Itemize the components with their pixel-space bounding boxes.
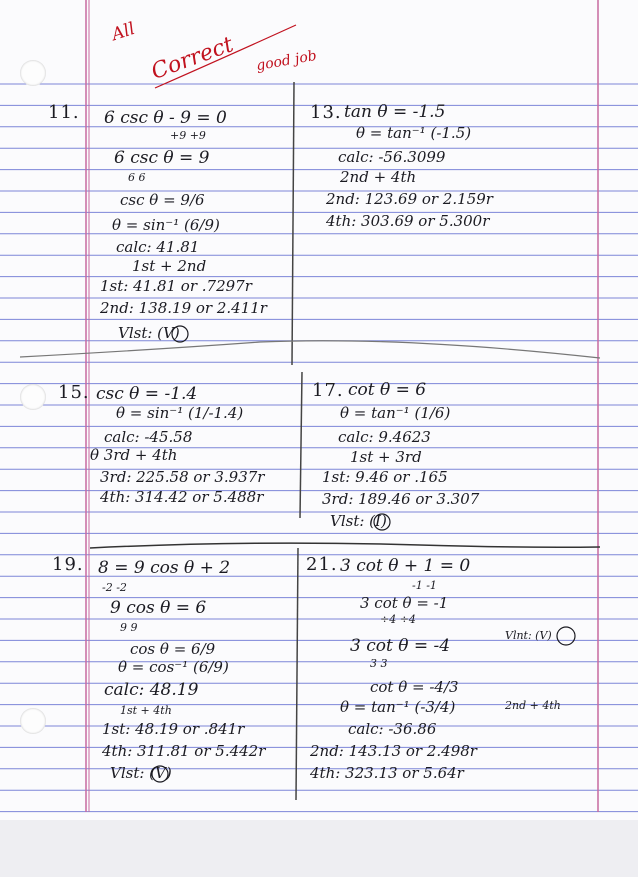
grader-note-correct: Correct [148, 32, 237, 85]
p15-line-4: θ 3rd + 4th [90, 446, 178, 464]
binder-hole-bottom [20, 708, 46, 734]
p13-line-4: 2nd + 4th [340, 168, 417, 186]
problem-number-21: 21. [306, 554, 338, 575]
p21-line-9: calc: -36.86 [348, 720, 437, 738]
p11-line-8: 1st + 2nd [132, 257, 207, 275]
p21-line-3: 3 cot θ = -1 [360, 594, 449, 612]
p19-line-4: 9 9 [120, 621, 138, 634]
p11-line-6: θ = sin⁻¹ (6/9) [112, 216, 220, 234]
grader-note-all: All [109, 18, 138, 46]
p21-side-note-2: 2nd + 4th [505, 699, 561, 712]
p13-line-1: tan θ = -1.5 [344, 102, 446, 122]
p11-line-3: 6 csc θ = 9 [114, 148, 210, 168]
p17-line-7: Vlst: (I) [330, 512, 387, 530]
p11-line-1: 6 csc θ - 9 = 0 [104, 108, 227, 128]
p19-line-7: calc: 48.19 [104, 680, 199, 700]
p21-line-6: 3 3 [370, 657, 388, 670]
p21-line-8: θ = tan⁻¹ (-3/4) [340, 698, 456, 716]
p19-line-3: 9 cos θ = 6 [110, 598, 207, 618]
p15-line-2: θ = sin⁻¹ (1/-1.4) [116, 404, 244, 422]
problem-number-13: 13. [310, 102, 342, 123]
p19-line-6: θ = cos⁻¹ (6/9) [118, 658, 229, 676]
problem-number-15: 15. [58, 382, 90, 403]
problem-number-11: 11. [48, 102, 80, 123]
p19-line-5: cos θ = 6/9 [130, 640, 216, 658]
p21-side-note-1: Vlnt: (V) [505, 629, 552, 642]
p19-line-10: 4th: 311.81 or 5.442r [102, 742, 266, 760]
p21-line-4: ÷4 ÷4 [380, 613, 416, 626]
p15-line-5: 3rd: 225.58 or 3.937r [100, 468, 265, 486]
p13-line-3: calc: -56.3099 [338, 148, 446, 166]
p15-line-6: 4th: 314.42 or 5.488r [100, 488, 264, 506]
p17-line-4: 1st + 3rd [350, 448, 422, 466]
binder-hole-middle [20, 384, 46, 410]
p13-line-5: 2nd: 123.69 or 2.159r [326, 190, 493, 208]
p21-line-10: 2nd: 143.13 or 2.498r [310, 742, 477, 760]
binder-hole-top [20, 60, 46, 86]
p13-line-2: θ = tan⁻¹ (-1.5) [356, 124, 472, 142]
p11-line-7: calc: 41.81 [116, 238, 200, 256]
p11-line-4: 6 6 [128, 171, 146, 184]
p21-line-1: 3 cot θ + 1 = 0 [340, 556, 471, 576]
p11-line-9: 1st: 41.81 or .7297r [100, 277, 252, 295]
p15-line-1: csc θ = -1.4 [96, 384, 198, 404]
p11-line-10: 2nd: 138.19 or 2.411r [100, 299, 267, 317]
p19-line-1: 8 = 9 cos θ + 2 [98, 558, 231, 578]
p21-line-11: 4th: 323.13 or 5.64r [310, 764, 464, 782]
p13-line-6: 4th: 303.69 or 5.300r [326, 212, 490, 230]
p17-line-5: 1st: 9.46 or .165 [322, 468, 448, 486]
p19-line-2: -2 -2 [102, 581, 127, 594]
p19-line-8: 1st + 4th [120, 704, 172, 717]
p21-line-7: cot θ = -4/3 [370, 678, 459, 696]
problem-number-17: 17. [312, 380, 344, 401]
p17-line-1: cot θ = 6 [348, 380, 427, 400]
p11-line-2: +9 +9 [170, 129, 206, 142]
grader-note-good-job: good job [255, 47, 318, 75]
p11-line-5: csc θ = 9/6 [120, 191, 205, 209]
p15-line-3: calc: -45.58 [104, 428, 193, 446]
problem-number-19: 19. [52, 554, 84, 575]
p17-line-6: 3rd: 189.46 or 3.307 [322, 490, 480, 508]
p19-line-11: Vlst: (V) [110, 764, 172, 782]
p17-line-2: θ = tan⁻¹ (1/6) [340, 404, 451, 422]
p21-line-2: -1 -1 [412, 579, 437, 592]
p11-line-11: Vlst: (V) [118, 324, 180, 342]
p21-line-5: 3 cot θ = -4 [350, 636, 451, 656]
p19-line-9: 1st: 48.19 or .841r [102, 720, 245, 738]
p17-line-3: calc: 9.4623 [338, 428, 431, 446]
